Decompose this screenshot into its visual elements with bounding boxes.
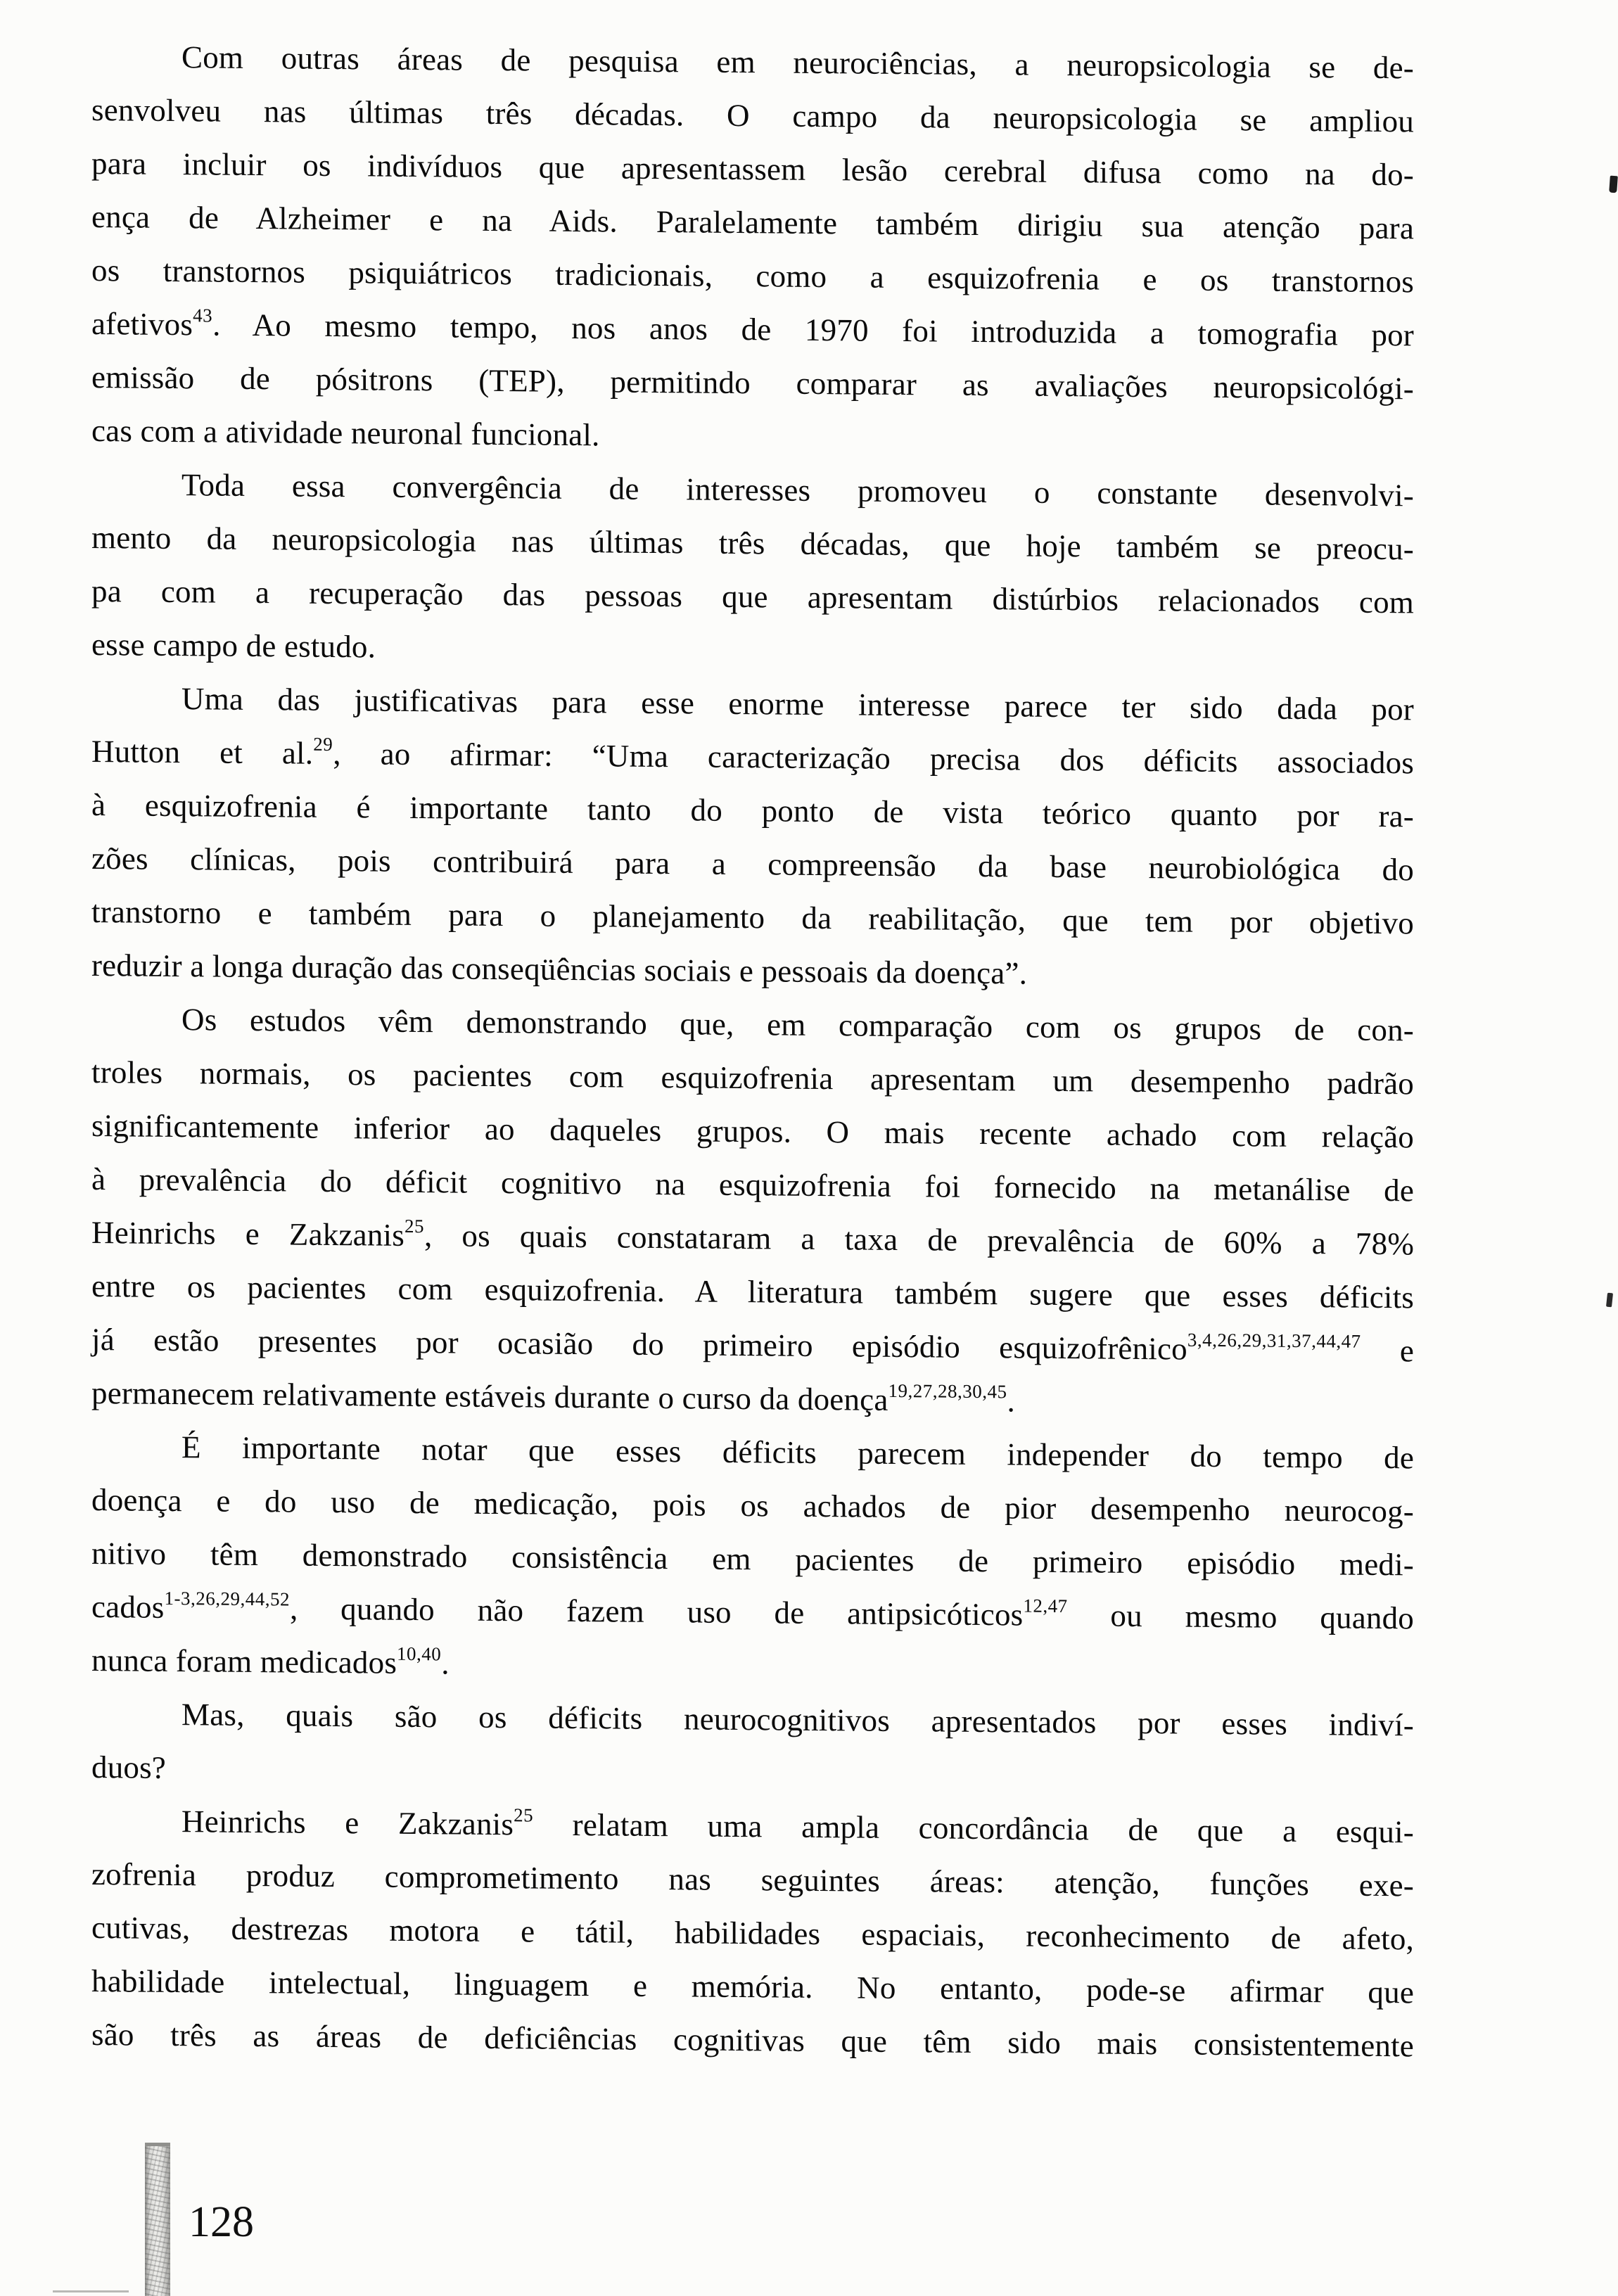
- reference-superscript: 25: [404, 1215, 424, 1237]
- text-line: Mas, quais são os déficits neurocognitivos apresentados por esses indiví-: [181, 1697, 1414, 1743]
- scan-artifact-bar: [145, 2143, 170, 2296]
- text-line: Hutton et al.$^{29}$, ao afirmar: “Uma caracterização precisa dos déficits associados: [91, 733, 1414, 781]
- text-line: mento da neuropsicologia nas últimas três décadas, que hoje também se preocu-: [91, 520, 1414, 567]
- text-line: são três as áreas de deficiências cognitivas que têm sido mais consistentemente: [91, 2017, 1414, 2064]
- paragraph: [91, 1687, 1414, 1805]
- text-line: permanecem relativamente estáveis durante o curso da doença$^{19,27,28,30,45}$.: [91, 1375, 1015, 1419]
- text-line: já estão presentes por ocasião do primeiro episódio esquizofrênico$^{3,4,26,29,31,37,44,47}$ e: [91, 1322, 1415, 1369]
- reference-superscript: 10,40: [397, 1643, 442, 1665]
- text-line: Os estudos vêm demonstrando que, em comparação com os grupos de con-: [181, 1002, 1414, 1048]
- text-line: entre os pacientes com esquizofrenia. A literatura também sugere que esses déficits: [91, 1268, 1414, 1315]
- text-line: doença e do uso de medicação, pois os achados de pior desempenho neurocog-: [91, 1482, 1414, 1529]
- paragraph: [91, 1794, 1414, 2072]
- paragraph: [91, 671, 1414, 1003]
- reference-superscript: 19,27,28,30,45: [888, 1379, 1007, 1403]
- text-line: à esquizofrenia é importante tanto do ponto de vista teórico quanto por ra-: [91, 787, 1414, 834]
- scan-artifact-mark: [1609, 176, 1618, 193]
- text-line: reduzir a longa duração das conseqüências sociais e pessoais da doença”.: [91, 948, 1028, 991]
- text-line: cados$^{1-3,26,29,44,52}$, quando não fazem uso de antipsicóticos$^{12,47}$ ou mesmo quando: [91, 1587, 1414, 1636]
- scan-artifact-mark: [1606, 1293, 1613, 1308]
- text-line: zões clínicas, pois contribuirá para a compreensão da base neurobiológica do: [91, 841, 1414, 888]
- reference-superscript: 29: [313, 733, 333, 755]
- text-line: transtorno e também para o planejamento da reabilitação, que tem por objetivo: [91, 894, 1414, 941]
- text-line: Uma das justificativas para esse enorme interesse parece ter sido dada por: [181, 681, 1414, 727]
- reference-superscript: 1-3,26,29,44,52: [164, 1587, 290, 1610]
- text-line: habilidade intelectual, linguagem e memória. No entanto, pode-se afirmar que: [91, 1963, 1414, 2010]
- reference-superscript: 3,4,26,29,31,37,44,47: [1187, 1329, 1361, 1352]
- text-line: emissão de pósitrons (TEP), permitindo comparar as avaliações neuropsicológi-: [91, 359, 1414, 407]
- text-line: Heinrichs e Zakzanis$^{25}$ relatam uma ampla concordância de que a esqui-: [181, 1804, 1414, 1850]
- text-line: zofrenia produz comprometimento nas seguintes áreas: atenção, funções exe-: [91, 1856, 1414, 1903]
- text-line: nitivo têm demonstrado consistência em pacientes de primeiro episódio medi-: [91, 1536, 1414, 1583]
- text-line: significantemente inferior ao daqueles grupos. O mais recente achado com relação: [91, 1108, 1414, 1155]
- text-line: os transtornos psiquiátricos tradicionais, como a esquizofrenia e os transtornos: [91, 253, 1414, 300]
- page-number: 128: [189, 2198, 254, 2246]
- reference-superscript: 43: [193, 305, 213, 326]
- text-line: afetivos$^{43}$. Ao mesmo tempo, nos anos de 1970 foi introduzida a tomografia por: [91, 305, 1414, 353]
- paragraph: [91, 30, 1414, 468]
- paragraph: [91, 457, 1414, 682]
- text-line: senvolveu nas últimas três décadas. O campo da neuropsicologia se ampliou: [91, 92, 1414, 139]
- page-text: [91, 30, 1414, 2072]
- paragraph: [91, 992, 1414, 1431]
- text-line: cas com a atividade neuronal funcional.: [91, 413, 600, 453]
- text-line: Heinrichs e Zakzanis$^{25}$, os quais constataram a taxa de prevalência de 60% a 78%: [91, 1215, 1415, 1262]
- text-line: à prevalência do déficit cognitivo na esquizofrenia foi fornecido na metanálise de: [91, 1161, 1414, 1208]
- text-line: Com outras áreas de pesquisa em neurociências, a neuropsicologia se de-: [181, 39, 1414, 86]
- text-line: esse campo de estudo.: [91, 627, 376, 665]
- text-line: ença de Alzheimer e na Aids. Paralelamente também dirigiu sua atenção para: [91, 199, 1414, 246]
- text-line: troles normais, os pacientes com esquizofrenia apresentam um desempenho padrão: [91, 1054, 1414, 1102]
- text-line: para incluir os indivíduos que apresentassem lesão cerebral difusa como na do-: [91, 146, 1414, 193]
- text-line: É importante notar que esses déficits parecem independer do tempo de: [181, 1429, 1414, 1476]
- reference-superscript: 25: [514, 1804, 534, 1826]
- text-line: Toda essa convergência de interesses promoveu o constante desenvolvi-: [181, 467, 1414, 514]
- text-line: nunca foram medicados$^{10,40}$.: [91, 1643, 450, 1681]
- reference-superscript: 12,47: [1023, 1595, 1068, 1616]
- text-line: cutivas, destrezas motora e tátil, habilidades espaciais, reconhecimento de afeto,: [91, 1910, 1414, 1957]
- text-line: pa com a recuperação das pessoas que apresentam distúrbios relacionados com: [91, 573, 1414, 620]
- scan-artifact-line: [53, 2290, 129, 2292]
- text-line: duos?: [91, 1749, 166, 1785]
- paragraph: [91, 1420, 1414, 1698]
